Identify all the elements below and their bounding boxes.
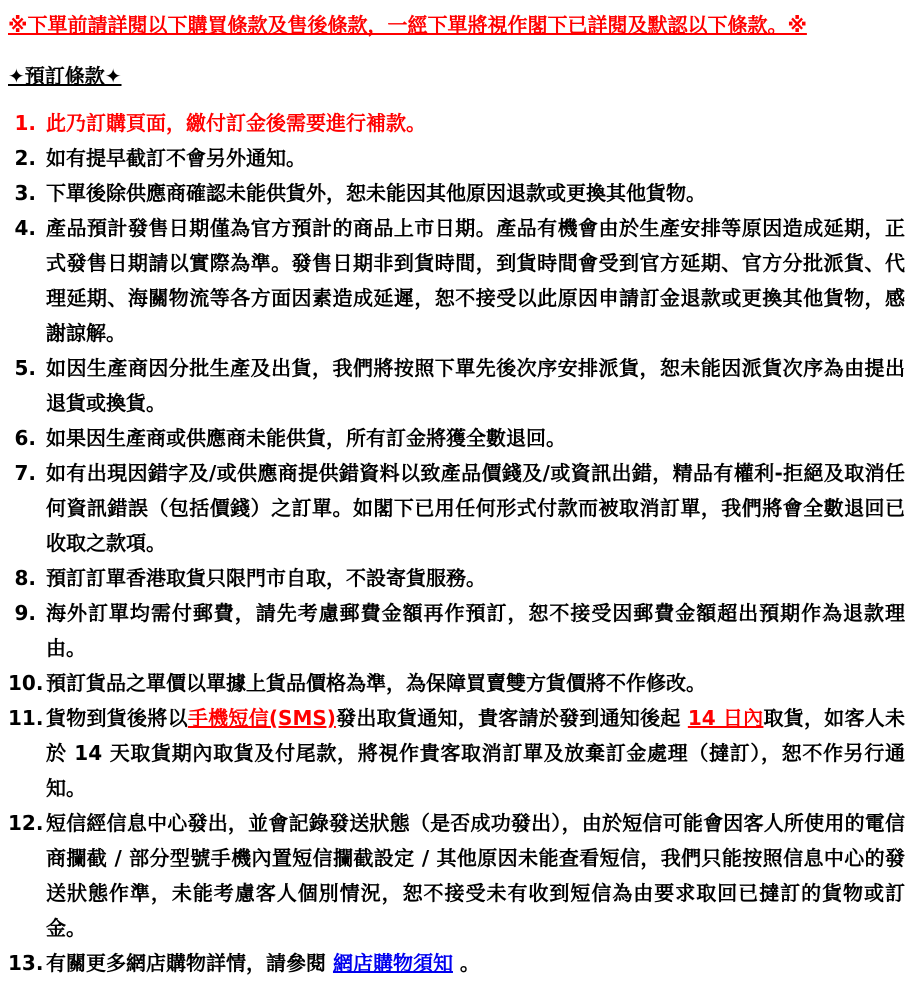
term-text: [46, 946, 905, 981]
term-number: 12.: [8, 811, 44, 835]
term-segment: 產品預計發售日期僅為官方預計的商品上市日期。產品有機會由於生產安排等原因造成延期，正式發售日期請以實際為準。發售日期非到貨時間，到貨時間會受到官方延期、官方分批派貨、代理延期、海關物流等各方面因素造成延遲，恕不接受以此原因申請訂金退款或更換其他貨物，感謝諒解。: [46, 216, 905, 345]
term-text: [46, 596, 905, 666]
term-number: 7.: [14, 461, 36, 485]
term-number: 2.: [14, 146, 36, 170]
term-number: 10.: [8, 671, 44, 695]
term-text: [46, 421, 905, 456]
term-text: [46, 106, 905, 141]
term-item: [8, 141, 905, 176]
term-number: 9.: [14, 601, 36, 625]
term-text: [46, 561, 905, 596]
term-number: 1.: [14, 111, 36, 135]
preorder-terms-heading: ✦預訂條款✦: [8, 64, 122, 88]
term-item: [8, 946, 905, 981]
term-number: 11.: [8, 706, 44, 730]
term-segment: 預訂貨品之單價以單據上貨品價格為準，為保障買賣雙方貨價將不作修改。: [46, 671, 706, 695]
store-shopping-guide-link[interactable]: 網店購物須知: [332, 951, 453, 975]
purchase-notice: ※下單前請詳閱以下購買條款及售後條款，一經下單將視作閣下已詳閱及默認以下條款。※: [8, 13, 807, 37]
term-segment: 發出取貨通知，貴客請於發到通知後起: [335, 706, 688, 730]
term-item: [8, 806, 905, 946]
term-item: [8, 666, 905, 701]
term-segment: 海外訂單均需付郵費，請先考慮郵費金額再作預訂，恕不接受因郵費金額超出預期作為退款理由。: [46, 601, 905, 660]
term-item: [8, 106, 905, 141]
term-item: [8, 701, 905, 806]
term-text: [46, 701, 905, 806]
term-segment: 貨物到貨後將以: [46, 706, 188, 730]
term-item: [8, 421, 905, 456]
term-segment: 下單後除供應商確認未能供貨外，恕未能因其他原因退款或更換其他貨物。: [46, 181, 706, 205]
term-segment: 短信經信息中心發出，並會記錄發送狀態（是否成功發出），由於短信可能會因客人所使用的電信商攔截 / 部分型號手機內置短信攔截設定 / 其他原因未能查看短信，我們只能按照信息中心的發送狀態作準，未能考慮客人個別情況，恕不接受未有收到短信為由要求取回已撻訂的貨物或訂金。: [46, 811, 905, 940]
term-item: [8, 456, 905, 561]
term-segment: 如因生產商因分批生產及出貨，我們將按照下單先後次序安排派貨，恕未能因派貨次序為由提出退貨或換貨。: [46, 356, 905, 415]
term-text: [46, 666, 905, 701]
term-item: [8, 351, 905, 421]
highlighted-text: 14 日內: [687, 706, 764, 730]
highlighted-text: 手機短信(SMS): [187, 706, 336, 730]
term-text: [46, 806, 905, 946]
term-text: [46, 351, 905, 421]
term-segment: 如有提早截訂不會另外通知。: [46, 146, 306, 170]
term-text: [46, 141, 905, 176]
term-item: [8, 176, 905, 211]
term-item: [8, 561, 905, 596]
term-text: [46, 176, 905, 211]
term-segment: 取貨，如客人未於 14 天取貨期內取貨及付尾款，將視作貴客取消訂單及放棄訂金處理（撻訂），恕不作另行通知。: [46, 706, 906, 800]
term-number: 3.: [14, 181, 36, 205]
term-segment: 此乃訂購頁面，繳付訂金後需要進行補款。: [46, 111, 426, 135]
term-segment: 如有出現因錯字及/或供應商提供錯資料以致產品價錢及/或資訊出錯，精品有權利-拒絕及取消任何資訊錯誤（包括價錢）之訂單。如閣下已用任何形式付款而被取消訂單，我們將會全數退回已收取之款項。: [46, 461, 905, 555]
term-item: [8, 211, 905, 351]
term-segment: 預訂訂單香港取貨只限門市自取，不設寄貨服務。: [46, 566, 486, 590]
terms-list: [8, 106, 905, 981]
term-item: [8, 596, 905, 666]
term-segment: 。: [452, 951, 480, 975]
term-text: [46, 211, 905, 351]
term-segment: 有關更多網店購物詳情，請參閱: [46, 951, 333, 975]
term-text: [46, 456, 905, 561]
term-number: 6.: [14, 426, 36, 450]
term-number: 4.: [14, 216, 36, 240]
term-segment: 如果因生產商或供應商未能供貨，所有訂金將獲全數退回。: [46, 426, 566, 450]
term-number: 5.: [14, 356, 36, 380]
term-number: 13.: [8, 951, 44, 975]
term-number: 8.: [14, 566, 36, 590]
